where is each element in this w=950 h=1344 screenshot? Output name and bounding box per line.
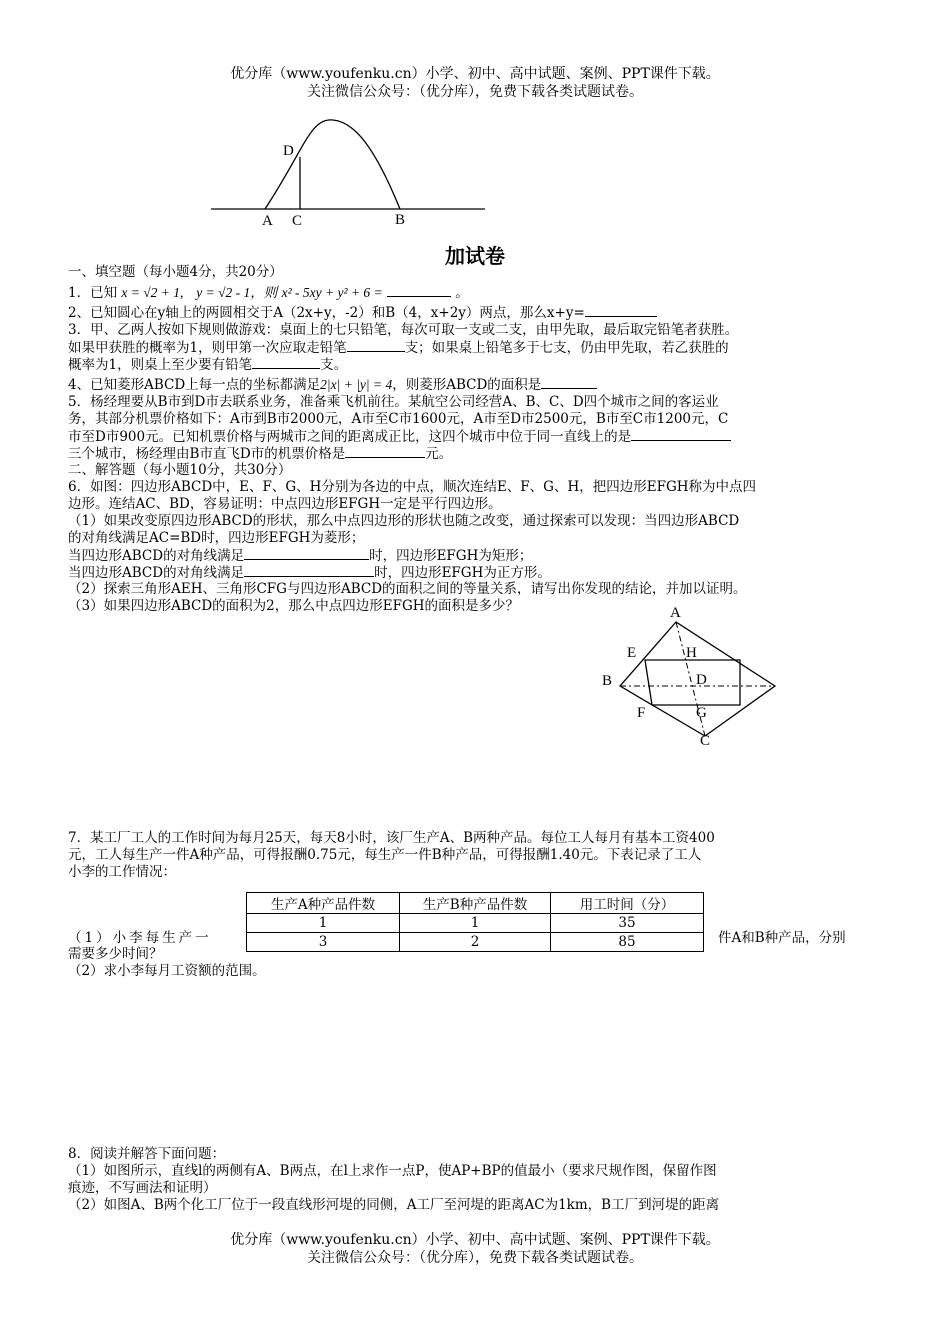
question-3-line-2: 如果甲获胜的概率为1，则甲第一次应取走铅笔 支；如果桌上铅笔多于七支，仍由甲先取，若乙获胜的 [68, 340, 729, 356]
question-8-line-2: （1）如图所示，直线l的两侧有A、B两点，在l上求作一点P，使AP+BP的值最小（要求尺规作图，保留作图 [68, 1163, 717, 1179]
question-3-line-3: 概率为1，则桌上至少要有铅笔 支。 [68, 357, 348, 373]
question-7-line-3: 小李的工作情况： [68, 864, 176, 880]
table-row [247, 933, 704, 952]
work-table [246, 892, 704, 952]
table-cell: 35 [551, 914, 704, 933]
question-7-line-2: 元，工人每生产一件A种产品，可得报酬0.75元，每生产一件B种产品，可得报酬1.40元。下表记录了工人 [68, 847, 702, 863]
question-6-line-7: （2）探索三角形AEH、三角形CFG与四边形ABCD的面积之间的等量关系，请写出你发现的结论，并加以证明。 [68, 581, 747, 597]
quad-efgh [645, 660, 740, 705]
section-2-heading: 二、解答题（每小题10分，共30分） [68, 462, 292, 478]
quad-label-d: D [696, 672, 707, 688]
question-5-line-4: 三个城市，杨经理由B市直飞D市的机票价格是 元。 [68, 446, 453, 462]
table-header: 生产A种产品件数 [247, 893, 400, 914]
table-cell: 2 [400, 933, 551, 952]
bell-curve [265, 120, 400, 209]
quad-label-b: B [602, 673, 613, 689]
bell-curve-figure [205, 118, 495, 233]
question-5-line-3: 市至D市900元。已知机票价格与两城市之间的距离成正比，这四个城市中位于同一直线上的是 [68, 428, 731, 446]
question-1: 1．已知 x = √2 + 1, y = √2 - 1，则 x² - 5xy + y² + 6 = 。 [68, 285, 469, 301]
footer-line-1: 优分库（www.youfenku.cn）小学、初中、高中试题、案例、PPT课件下载。 [230, 1232, 720, 1248]
table-row [247, 914, 704, 933]
label-b: B [395, 212, 406, 228]
question-7-line-1: 7．某工厂工人的工作时间为每月25天，每天8小时，该厂生产A、B两种产品。每位工人每月有基本工资400 [68, 830, 715, 846]
section-1-heading: 一、填空题（每小题4分，共20分） [68, 264, 283, 280]
question-4: 4、已知菱形ABCD上每一点的坐标都满足2|x| + |y| = 4，则菱形ABCD的面积是 [68, 376, 597, 394]
quadrilateral-figure [600, 600, 790, 750]
page-title: 加试卷 [445, 244, 505, 268]
question-7-part-1b: 件A和B种产品，分别 [718, 930, 846, 946]
question-8-line-1: 8．阅读并解答下面问题： [68, 1146, 226, 1162]
header-line-2: 关注微信公众号：（优分库），免费下载各类试题试卷。 [307, 84, 643, 100]
question-8-line-4: （2）如图A、B两个化工厂位于一段直线形河堤的同侧，A工厂至河堤的距离AC为1km，B工厂到河堤的距离 [68, 1197, 720, 1213]
label-c: C [292, 213, 303, 229]
question-7-part-2: （2）求小李每月工资额的范围。 [68, 963, 266, 979]
quad-label-g: G [696, 705, 707, 721]
label-d: D [283, 143, 294, 159]
quad-label-a: A [670, 605, 681, 621]
question-5-line-2: 务，其部分机票价格如下：A市到B市2000元，A市至C市1600元，A市至D市2500元，B市至C市1200元，C [68, 411, 729, 427]
table-cell: 1 [400, 914, 551, 933]
table-header-row [247, 893, 704, 914]
question-7-part-1c: 需要多少时间？ [68, 946, 163, 962]
quad-label-e: E [627, 645, 637, 661]
question-6-line-2: 边形。连结AC、BD，容易证明：中点四边形EFGH一定是平行四边形。 [68, 496, 502, 512]
quad-label-h: H [686, 645, 697, 661]
question-8-line-3: 痕迹，不写画法和证明） [68, 1180, 217, 1196]
question-6-line-5: 当四边形ABCD的对角线满足 时，四边形EFGH为矩形； [68, 548, 533, 564]
quad-label-c: C [700, 733, 711, 749]
table-cell: 1 [247, 914, 400, 933]
footer-line-2: 关注微信公众号：（优分库），免费下载各类试题试卷。 [307, 1250, 643, 1266]
question-2: 2、已知圆心在y轴上的两圆相交于A（2x+y，-2）和B（4，x+2y）两点，那么x+y= [68, 304, 657, 322]
question-7-part-1a: （1）小李每生产一 [68, 930, 212, 946]
table-cell: 85 [551, 933, 704, 952]
question-3-line-1: 3．甲、乙两人按如下规则做游戏：桌面上的七只铅笔，每次可取一支或二支，由甲先取，最后取完铅笔者获胜。 [68, 322, 739, 338]
question-6-line-6: 当四边形ABCD的对角线满足 时，四边形EFGH为正方形。 [68, 565, 551, 581]
question-6-line-1: 6．如图：四边形ABCD中，E、F、G、H分别为各边的中点，顺次连结E、F、G、H，把四边形EFGH称为中点四 [68, 479, 756, 495]
quad-label-f: F [637, 705, 646, 721]
question-5-line-1: 5．杨经理要从B市到D市去联系业务，准备乘飞机前往。某航空公司经营A、B、C、D四个城市之间的客运业 [68, 394, 719, 410]
question-6-line-8: （3）如果四边形ABCD的面积为2，那么中点四边形EFGH的面积是多少？ [68, 598, 520, 614]
header-line-1: 优分库（www.youfenku.cn）小学、初中、高中试题、案例、PPT课件下载。 [230, 66, 720, 82]
table-header: 生产B种产品件数 [400, 893, 551, 914]
table-cell: 3 [247, 933, 400, 952]
question-6-line-4: 的对角线满足AC=BD时，四边形EFGH为菱形； [68, 530, 365, 546]
question-6-line-3: （1）如果改变原四边形ABCD的形状，那么中点四边形的形状也随之改变，通过探索可以发现：当四边形ABCD [68, 513, 740, 529]
table-header: 用工时间（分） [551, 893, 704, 914]
label-a: A [262, 213, 273, 229]
